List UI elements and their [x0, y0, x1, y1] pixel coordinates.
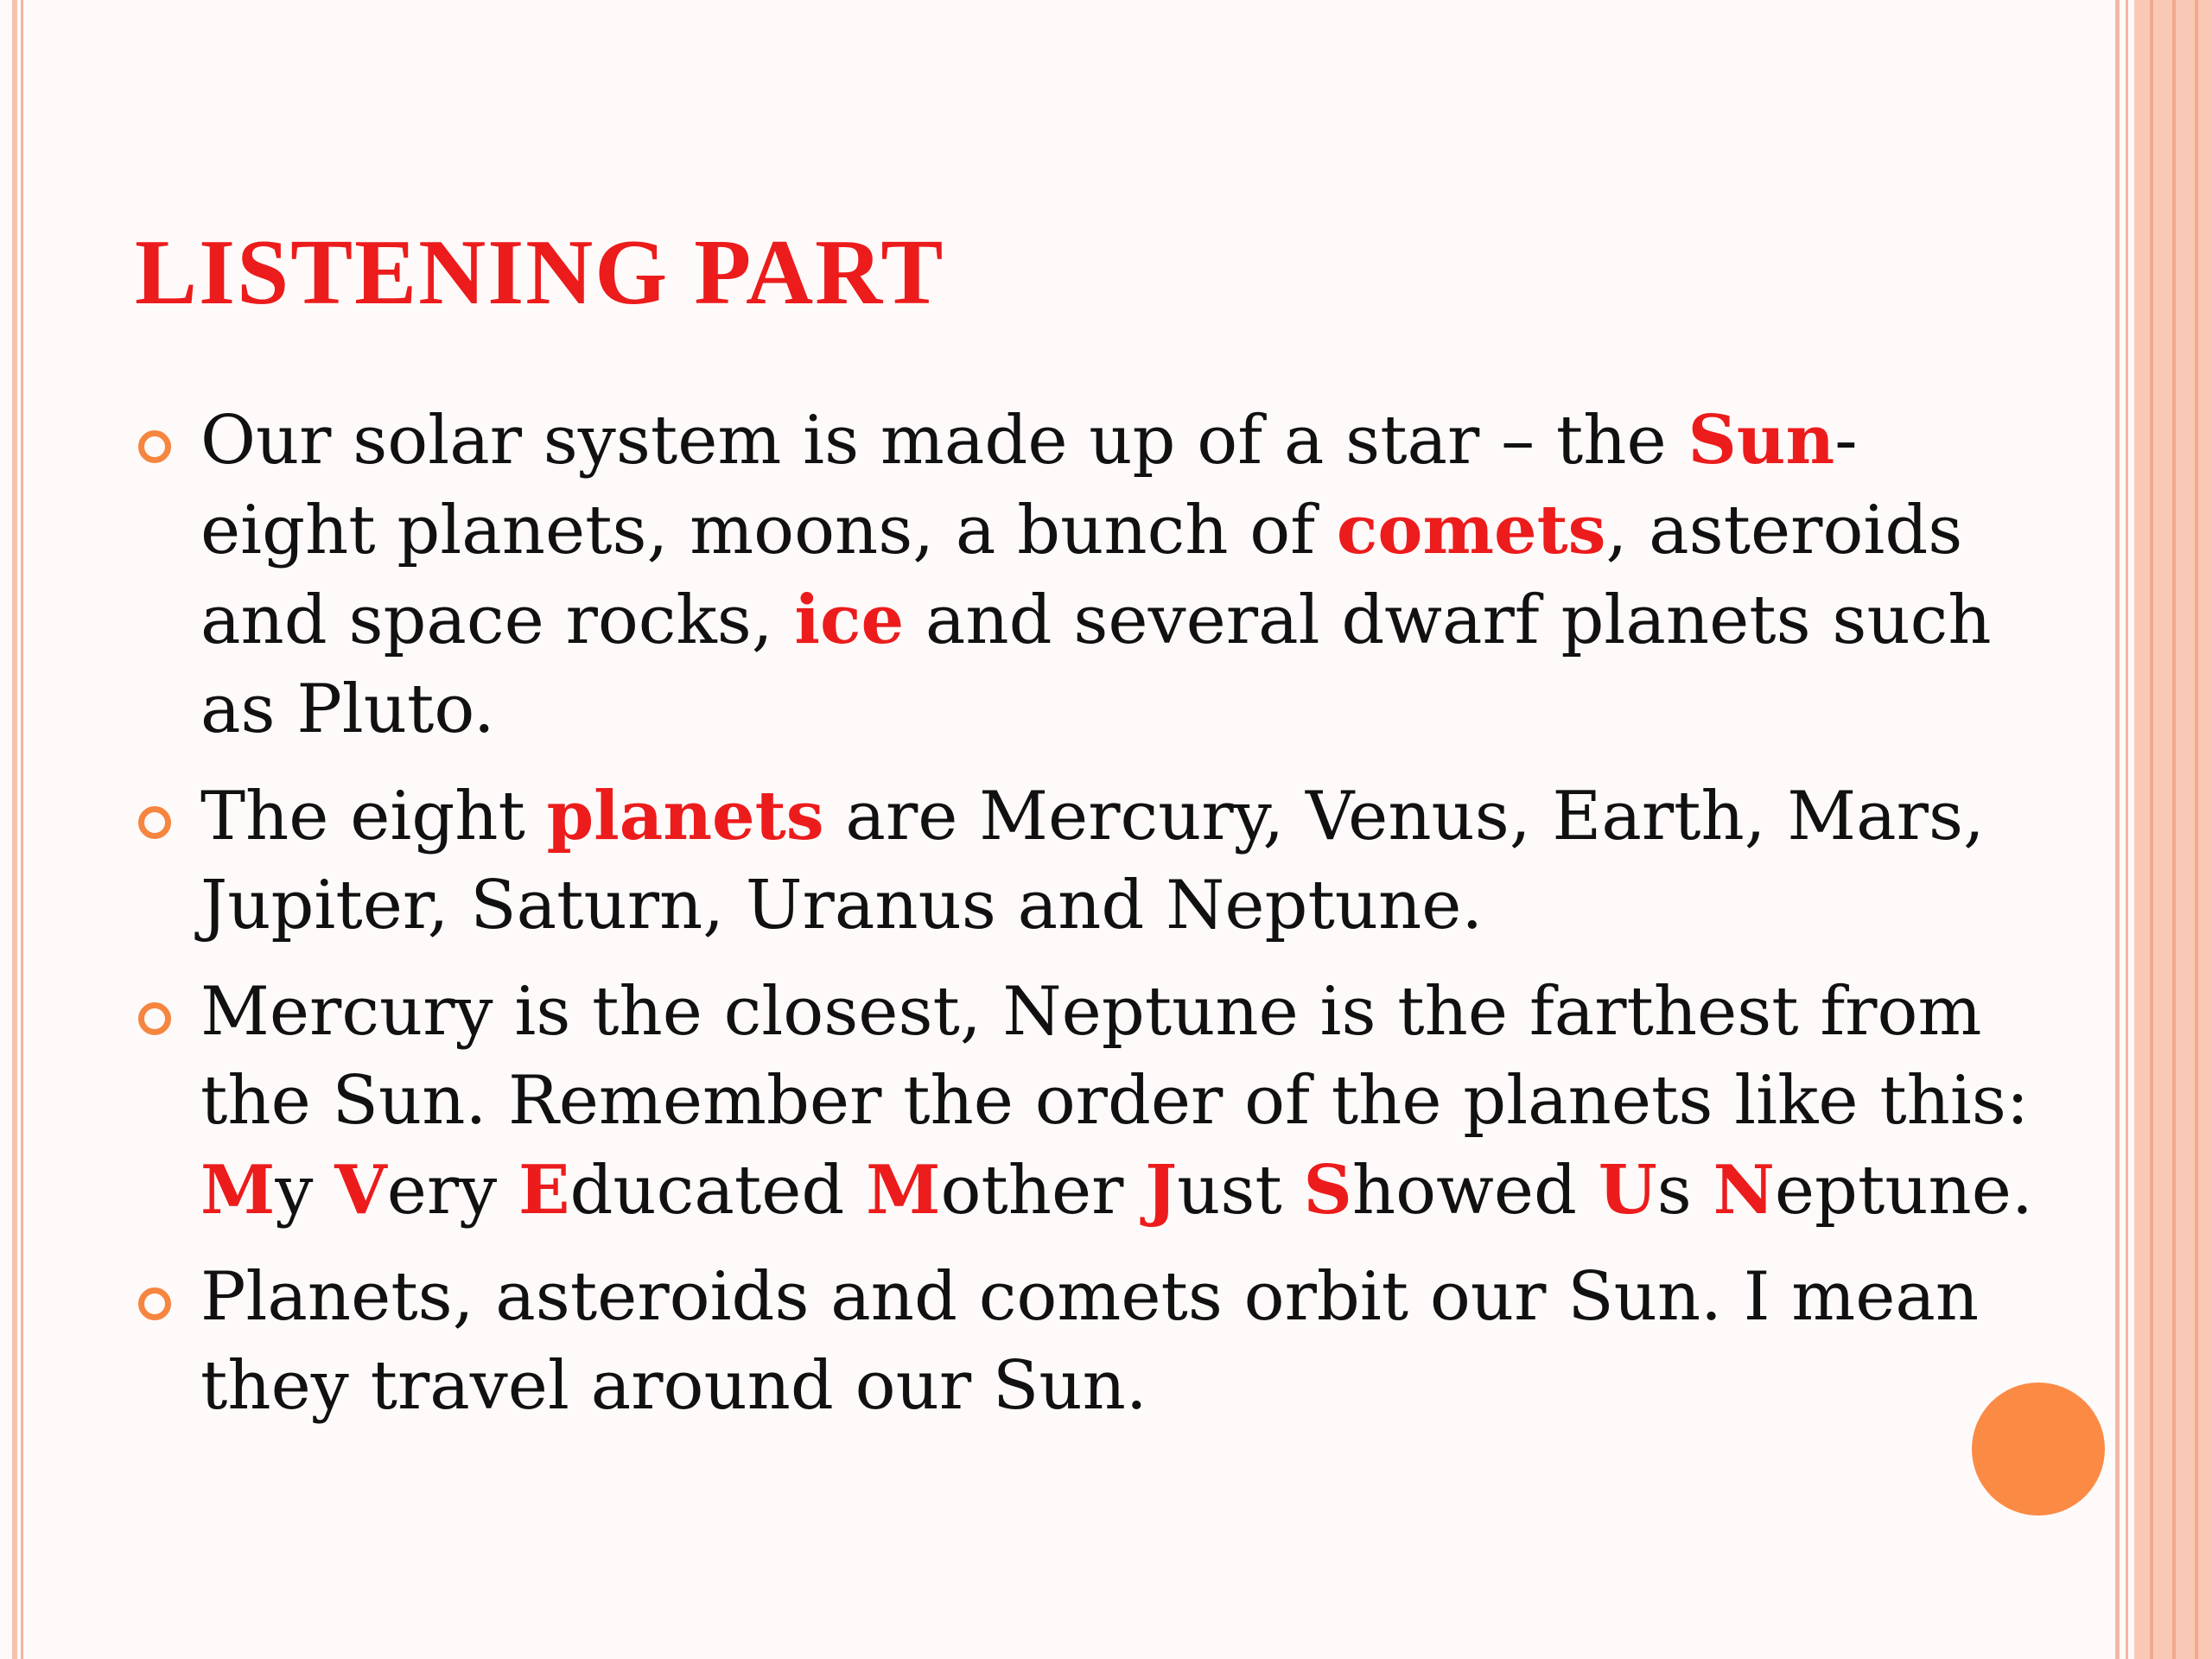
bullet-list [138, 396, 2039, 1448]
left-border-stripe [12, 0, 17, 1659]
highlighted-text: U [1598, 1151, 1657, 1230]
bullet-circle-icon [138, 430, 171, 463]
left-border-line [21, 0, 23, 1659]
highlighted-text: comets [1336, 491, 1606, 569]
highlighted-text: N [1713, 1151, 1775, 1230]
bullet-text: and several dwarf planets such as Pluto. [200, 582, 1992, 748]
bullet-circle-icon [138, 1002, 171, 1035]
highlighted-text: ice [794, 581, 905, 659]
bullet-text: ery [386, 1152, 519, 1230]
right-border-line [2126, 0, 2128, 1659]
right-border-band [2134, 0, 2212, 1659]
bullet-item [138, 1253, 2039, 1431]
bullet-text: eptune. [1774, 1152, 2033, 1230]
right-band-line [2195, 0, 2198, 1659]
bullet-text: , asteroids and space rocks, [200, 492, 1963, 659]
bullet-item [138, 396, 2039, 754]
bullet-text: ust [1177, 1152, 1304, 1230]
bullet-text: s [1656, 1152, 1713, 1230]
bullet-text: - eight planets, moons, a bunch of [200, 402, 1858, 569]
bullet-text: other [940, 1152, 1146, 1230]
bullet-text: y [275, 1152, 335, 1230]
bullet-text: ducated [569, 1152, 867, 1230]
highlighted-text: S [1303, 1151, 1352, 1230]
bullet-circle-icon [138, 806, 171, 839]
highlighted-text: V [334, 1151, 387, 1230]
slide-title: LISTENING PART [135, 221, 945, 324]
bullet-text: are Mercury, Venus, Earth, Mars, Jupiter, Saturn, Uranus and Neptune. [200, 778, 1985, 944]
right-band-line [2172, 0, 2176, 1659]
highlighted-text: J [1145, 1151, 1178, 1230]
right-band-line [2150, 0, 2153, 1659]
highlighted-text: Sun [1688, 401, 1835, 480]
bullet-item [138, 772, 2039, 950]
bullet-text: Our solar system is made up of a star – the [200, 402, 1688, 480]
bullet-text: The eight [200, 778, 547, 855]
highlighted-text: M [866, 1151, 941, 1230]
bullet-text: howed [1351, 1152, 1599, 1230]
highlighted-text: planets [546, 777, 824, 855]
bullet-item [138, 968, 2039, 1236]
bullet-circle-icon [138, 1287, 171, 1320]
bullet-text: Mercury is the closest, Neptune is the farthest from the Sun. Remember the order of the planets like this: [200, 973, 2030, 1140]
right-border-line [2115, 0, 2120, 1659]
bullet-text: Planets, asteroids and comets orbit our Sun. I mean they travel around our Sun. [200, 1258, 1980, 1425]
highlighted-text: E [518, 1151, 570, 1230]
highlighted-text: M [200, 1151, 276, 1230]
